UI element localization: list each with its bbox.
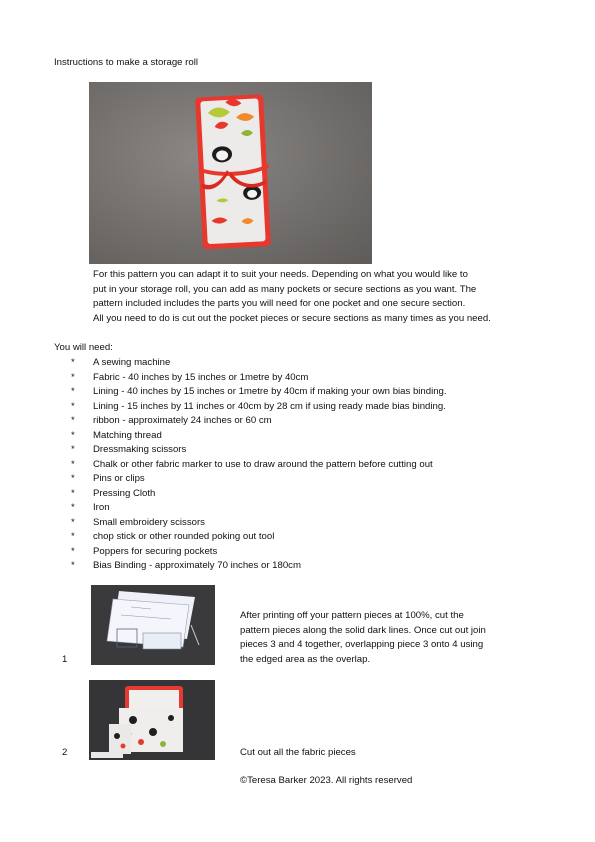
step-line: After printing off your pattern pieces at 100%, cut the bbox=[240, 610, 464, 621]
bullet: * bbox=[71, 429, 75, 441]
step-number: 1 bbox=[62, 654, 68, 665]
step-line: the edged area as the overlap. bbox=[240, 653, 371, 665]
intro-line: pattern included includes the parts you will need for one pocket and one secure section. bbox=[93, 298, 466, 310]
list-item-text: Lining - 40 inches by 15 inches or 1metre by 40cm if making your own bias binding. bbox=[93, 386, 447, 397]
intro-line: All you need to do is cut out the pocket pieces or secure sections as many times as you need. bbox=[93, 312, 491, 324]
list-item-text: Bias Binding - approximately 70 inches or 180cm bbox=[93, 560, 301, 571]
bullet: * bbox=[71, 560, 75, 571]
you-will-need-heading: You will need: bbox=[54, 342, 113, 353]
list-item-text: Dressmaking scissors bbox=[93, 444, 187, 455]
list-item-text: chop stick or other rounded poking out tool bbox=[93, 531, 275, 542]
list-item-text: Fabric - 40 inches by 15 inches or 1metre by 40cm bbox=[93, 371, 309, 383]
list-item-text: Small embroidery scissors bbox=[93, 516, 205, 528]
list-item-text: Pressing Cloth bbox=[93, 487, 156, 499]
bullet: * bbox=[71, 400, 75, 412]
bullet: * bbox=[71, 473, 75, 484]
bullet: * bbox=[71, 371, 75, 383]
step-number: 2 bbox=[62, 747, 68, 758]
intro-line: For this pattern you can adapt it to suit your needs. Depending on what you would like to bbox=[93, 269, 468, 280]
bullet: * bbox=[71, 487, 75, 499]
step-2-text bbox=[240, 746, 356, 761]
storage-roll-illustration bbox=[89, 82, 372, 264]
copyright-footer: ©Teresa Barker 2023. All rights reserved bbox=[240, 775, 413, 786]
list-item-text: Chalk or other fabric marker to use to draw around the pattern before cutting out bbox=[93, 458, 433, 470]
document-title: Instructions to make a storage roll bbox=[54, 57, 198, 68]
step-line: pattern pieces along the solid dark lines. Once cut out join bbox=[240, 624, 486, 636]
bullet: * bbox=[71, 531, 75, 542]
list-item-text: ribbon - approximately 24 inches or 60 cm bbox=[93, 415, 272, 426]
bullet: * bbox=[71, 516, 75, 528]
fabric-pieces-illustration bbox=[89, 680, 215, 760]
bullet: * bbox=[71, 386, 75, 397]
bullet: * bbox=[71, 415, 75, 426]
bullet: * bbox=[71, 545, 75, 557]
storage-roll-photo bbox=[89, 82, 372, 264]
step-2-photo bbox=[89, 680, 215, 760]
bullet: * bbox=[71, 458, 75, 470]
list-item-text: Pins or clips bbox=[93, 473, 145, 484]
step-1-photo bbox=[91, 585, 215, 665]
list-item-text: A sewing machine bbox=[93, 357, 171, 368]
list-item-text: Matching thread bbox=[93, 429, 162, 441]
list-item-text: Lining - 15 inches by 11 inches or 40cm by 28 cm if using ready made bias binding. bbox=[93, 400, 446, 412]
step-line: Cut out all the fabric pieces bbox=[240, 747, 356, 758]
list-item-text: Iron bbox=[93, 502, 110, 513]
step-line: pieces 3 and 4 together, overlapping piece 3 onto 4 using bbox=[240, 639, 484, 650]
bullet: * bbox=[71, 502, 75, 513]
bullet: * bbox=[71, 357, 75, 368]
step-1-text bbox=[240, 609, 486, 667]
bullet: * bbox=[71, 444, 75, 455]
intro-paragraph bbox=[93, 268, 563, 326]
pattern-pieces-illustration bbox=[91, 585, 215, 665]
intro-line: put in your storage roll, you can add as many pockets or secure sections as you want. The bbox=[93, 283, 477, 295]
list-item-text: Poppers for securing pockets bbox=[93, 545, 218, 557]
